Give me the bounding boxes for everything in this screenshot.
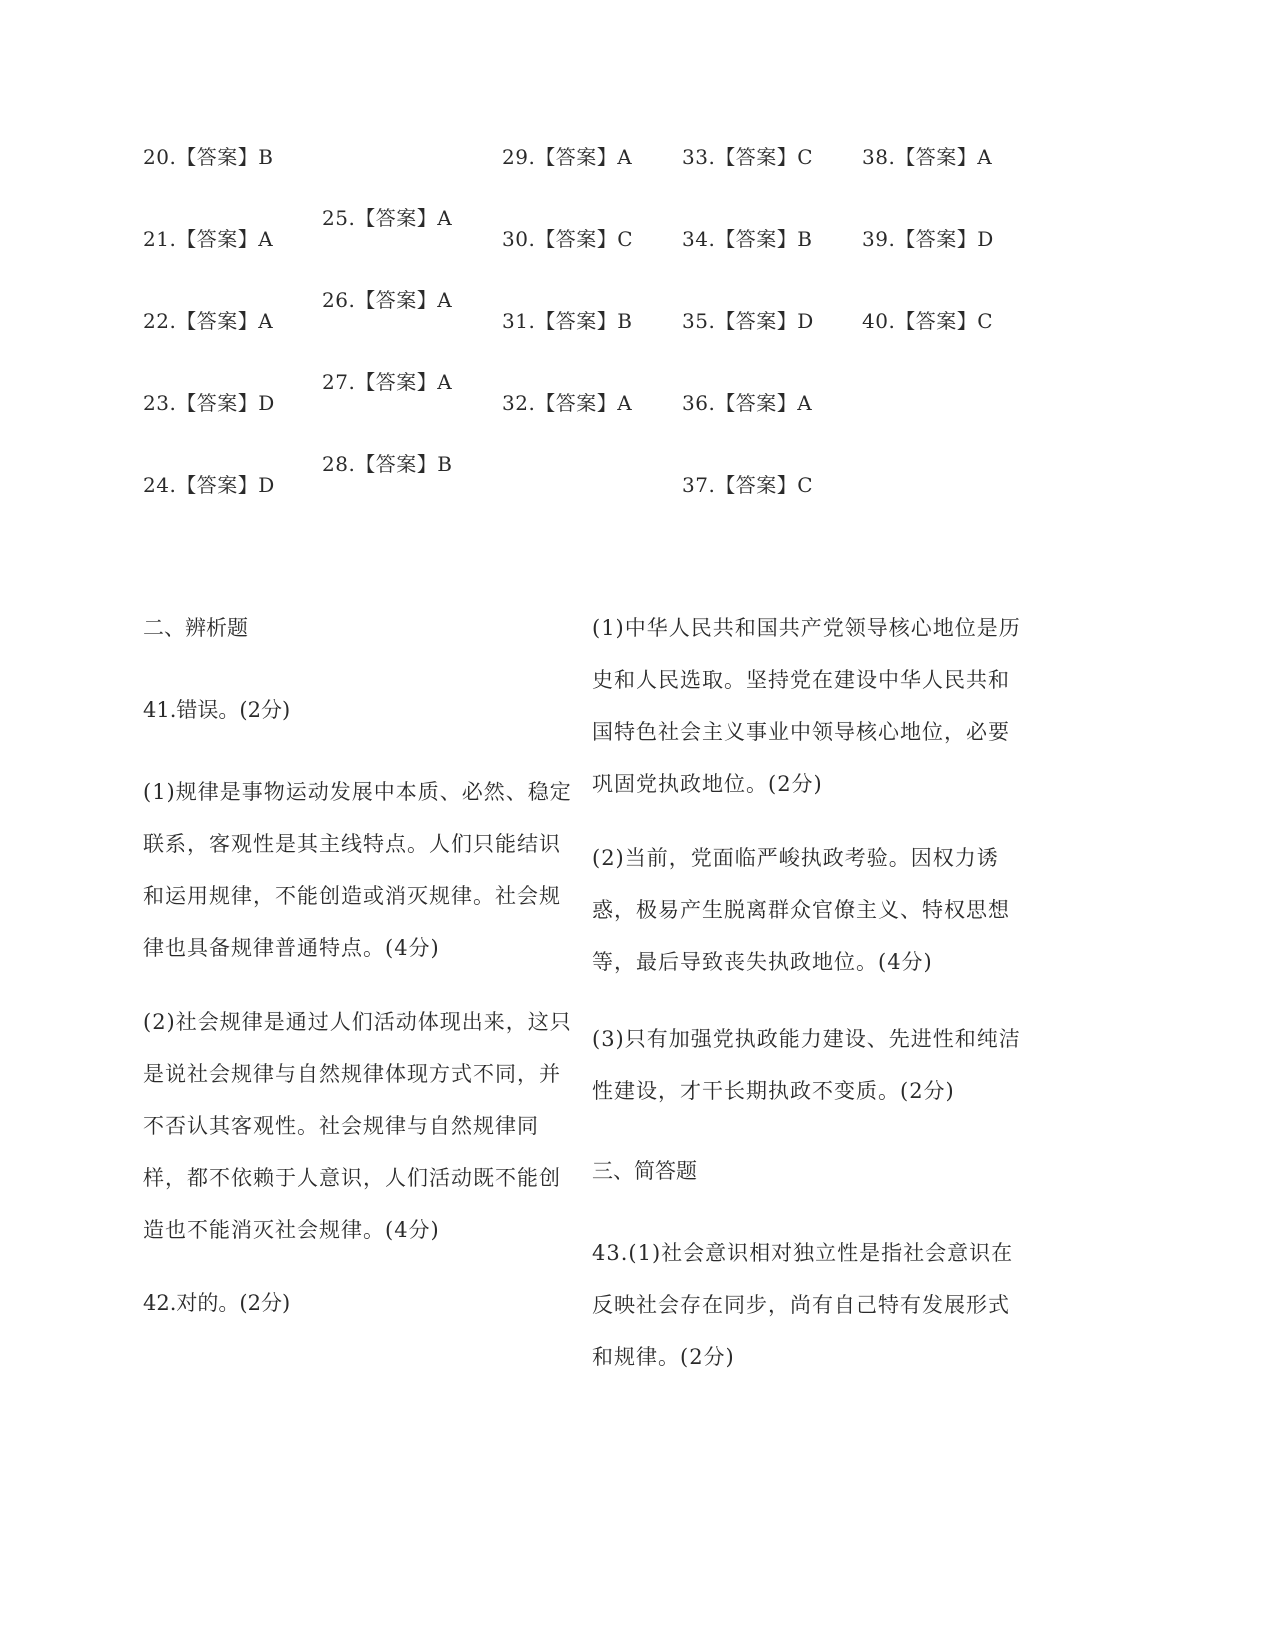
question-42-point-1: (1)中华人民共和国共产党领导核心地位是历史和人民选取。坚持党在建设中华人民共和国特色社会主义事业中领导核心地位，必要巩固党执政地位。(2分) [592,616,1021,796]
answer-item: 38.【答案】A [862,145,993,169]
answer-item: 35.【答案】D [682,309,814,333]
answer-item: 34.【答案】B [682,227,813,251]
question-41-heading: 41.错误。(2分) [143,698,291,722]
answer-item: 36.【答案】A [682,391,813,415]
answer-item: 33.【答案】C [682,145,814,169]
answer-item: 24.【答案】D [143,473,275,497]
question-42-point-2: (2)当前，党面临严峻执政考验。因权力诱惑，极易产生脱离群众官僚主义、特权思想等，最后导致丧失执政地位。(4分) [592,846,1010,974]
answer-item: 40.【答案】C [862,309,994,333]
answer-item: 37.【答案】C [682,473,814,497]
answer-item: 21.【答案】A [143,227,274,251]
answer-item: 27.【答案】A [322,370,453,394]
answer-item: 22.【答案】A [143,309,274,333]
answer-item: 29.【答案】A [502,145,633,169]
question-43-point-1: 43.(1)社会意识相对独立性是指社会意识在反映社会存在同步，尚有自己特有发展形式和规律。(2分) [592,1241,1014,1369]
answer-item: 31.【答案】B [502,309,633,333]
answer-item: 39.【答案】D [862,227,994,251]
answer-item: 28.【答案】B [322,452,453,476]
answer-item: 20.【答案】B [143,145,274,169]
answer-item: 23.【答案】D [143,391,275,415]
section-title-analysis: 二、辨析题 [143,616,248,640]
answer-item: 30.【答案】C [502,227,634,251]
answer-item: 26.【答案】A [322,288,453,312]
answer-item: 25.【答案】A [322,206,453,230]
question-41-point-1: (1)规律是事物运动发展中本质、必然、稳定联系，客观性是其主线特点。人们只能结识和运用规律，不能创造或消灭规律。社会规律也具备规律普通特点。(4分) [143,780,572,960]
question-42-heading: 42.对的。(2分) [143,1291,291,1315]
section-title-short-answer: 三、简答题 [592,1159,697,1183]
answer-item: 32.【答案】A [502,391,633,415]
question-42-point-3: (3)只有加强党执政能力建设、先进性和纯洁性建设，才干长期执政不变质。(2分) [592,1027,1021,1103]
question-41-point-2: (2)社会规律是通过人们活动体现出来，这只是说社会规律与自然规律体现方式不同，并不否认其客观性。社会规律与自然规律同样，都不依赖于人意识，人们活动既不能创造也不能消灭社会规律。(4分) [143,1010,572,1242]
